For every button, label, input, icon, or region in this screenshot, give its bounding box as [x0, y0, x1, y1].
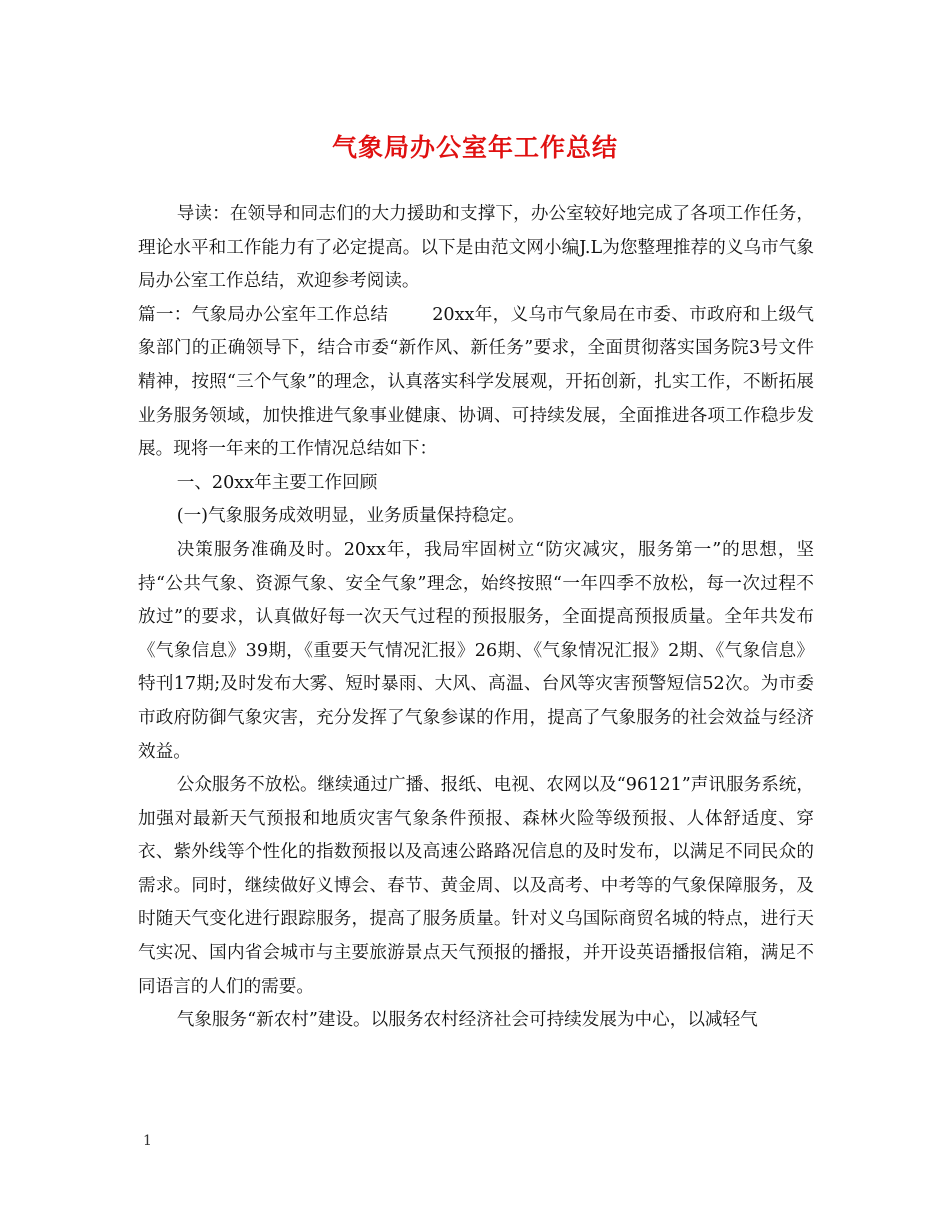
document-body	[138, 198, 814, 1038]
page-number: 1	[143, 1133, 152, 1149]
part-one-paragraph	[138, 299, 814, 467]
public-service-paragraph: 公众服务不放松。继续通过广播、报纸、电视、农网以及“96121”声讯服务系统，加强对最新天气预报和地质灾害气象条件预报、森林火险等级预报、人体舒适度、穿衣、紫外线等个性化的指数预报以及高速公路路况信息的及时发布，以满足不同民众的需求。同时，继续做好义博会、春节、黄金周、以及高考、中考等的气象保障服务，及时随天气变化进行跟踪服务，提高了服务质量。针对义乌国际商贸名城的特点，进行天气实况、国内省会城市与主要旅游景点天气预报的播报，并开设英语播报信箱，满足不同语言的人们的需要。	[138, 775, 814, 997]
decision-service-paragraph: 决策服务准确及时。20xx年，我局牢固树立“防灾减灾，服务第一”的思想，坚持“公共气象、资源气象、安全气象”理念，始终按照“一年四季不放松，每一次过程不放过”的要求，认真做好每一次天气过程的预报服务，全面提高预报质量。全年共发布《气象信息》39期，《重要天气情况汇报》26期、《气象情况汇报》2期、《气象信息》特刊17期;及时发布大雾、短时暴雨、大风、高温、台风等灾害预警短信52次。为市委市政府防御气象灾害，充分发挥了气象参谋的作用，提高了气象服务的社会效益与经济效益。	[138, 539, 814, 762]
intro-paragraph: 导读：在领导和同志们的大力援助和支撑下，办公室较好地完成了各项工作任务，理论水平和工作能力有了必定提高。以下是由范文网小编J.L为您整理推荐的义乌市气象局办公室工作总结，欢迎参考阅读。	[138, 204, 814, 292]
part-label: 篇一：气象局办公室年工作总结	[138, 304, 389, 325]
rural-service-paragraph: 气象服务“新农村”建设。以服务农村经济社会可持续发展为中心，以减轻气	[176, 1010, 758, 1031]
part-text: 20xx年，义乌市气象局在市委、市政府和上级气象部门的正确领导下，结合市委“新作风、新任务”要求，全面贯彻落实国务院3号文件精神，按照“三个气象”的理念，认真落实科学发展观，开拓创新，扎实工作，不断拓展业务服务领域，加快推进气象事业健康、协调、可持续发展，全面推进各项工作稳步发展。现将一年来的工作情况总结如下：	[138, 304, 814, 460]
document-title: 气象局办公室年工作总结	[331, 133, 618, 162]
subsection-heading: (一)气象服务成效明显，业务质量保持稳定。	[176, 506, 525, 527]
section-heading: 一、20xx年主要工作回顾	[176, 472, 378, 493]
